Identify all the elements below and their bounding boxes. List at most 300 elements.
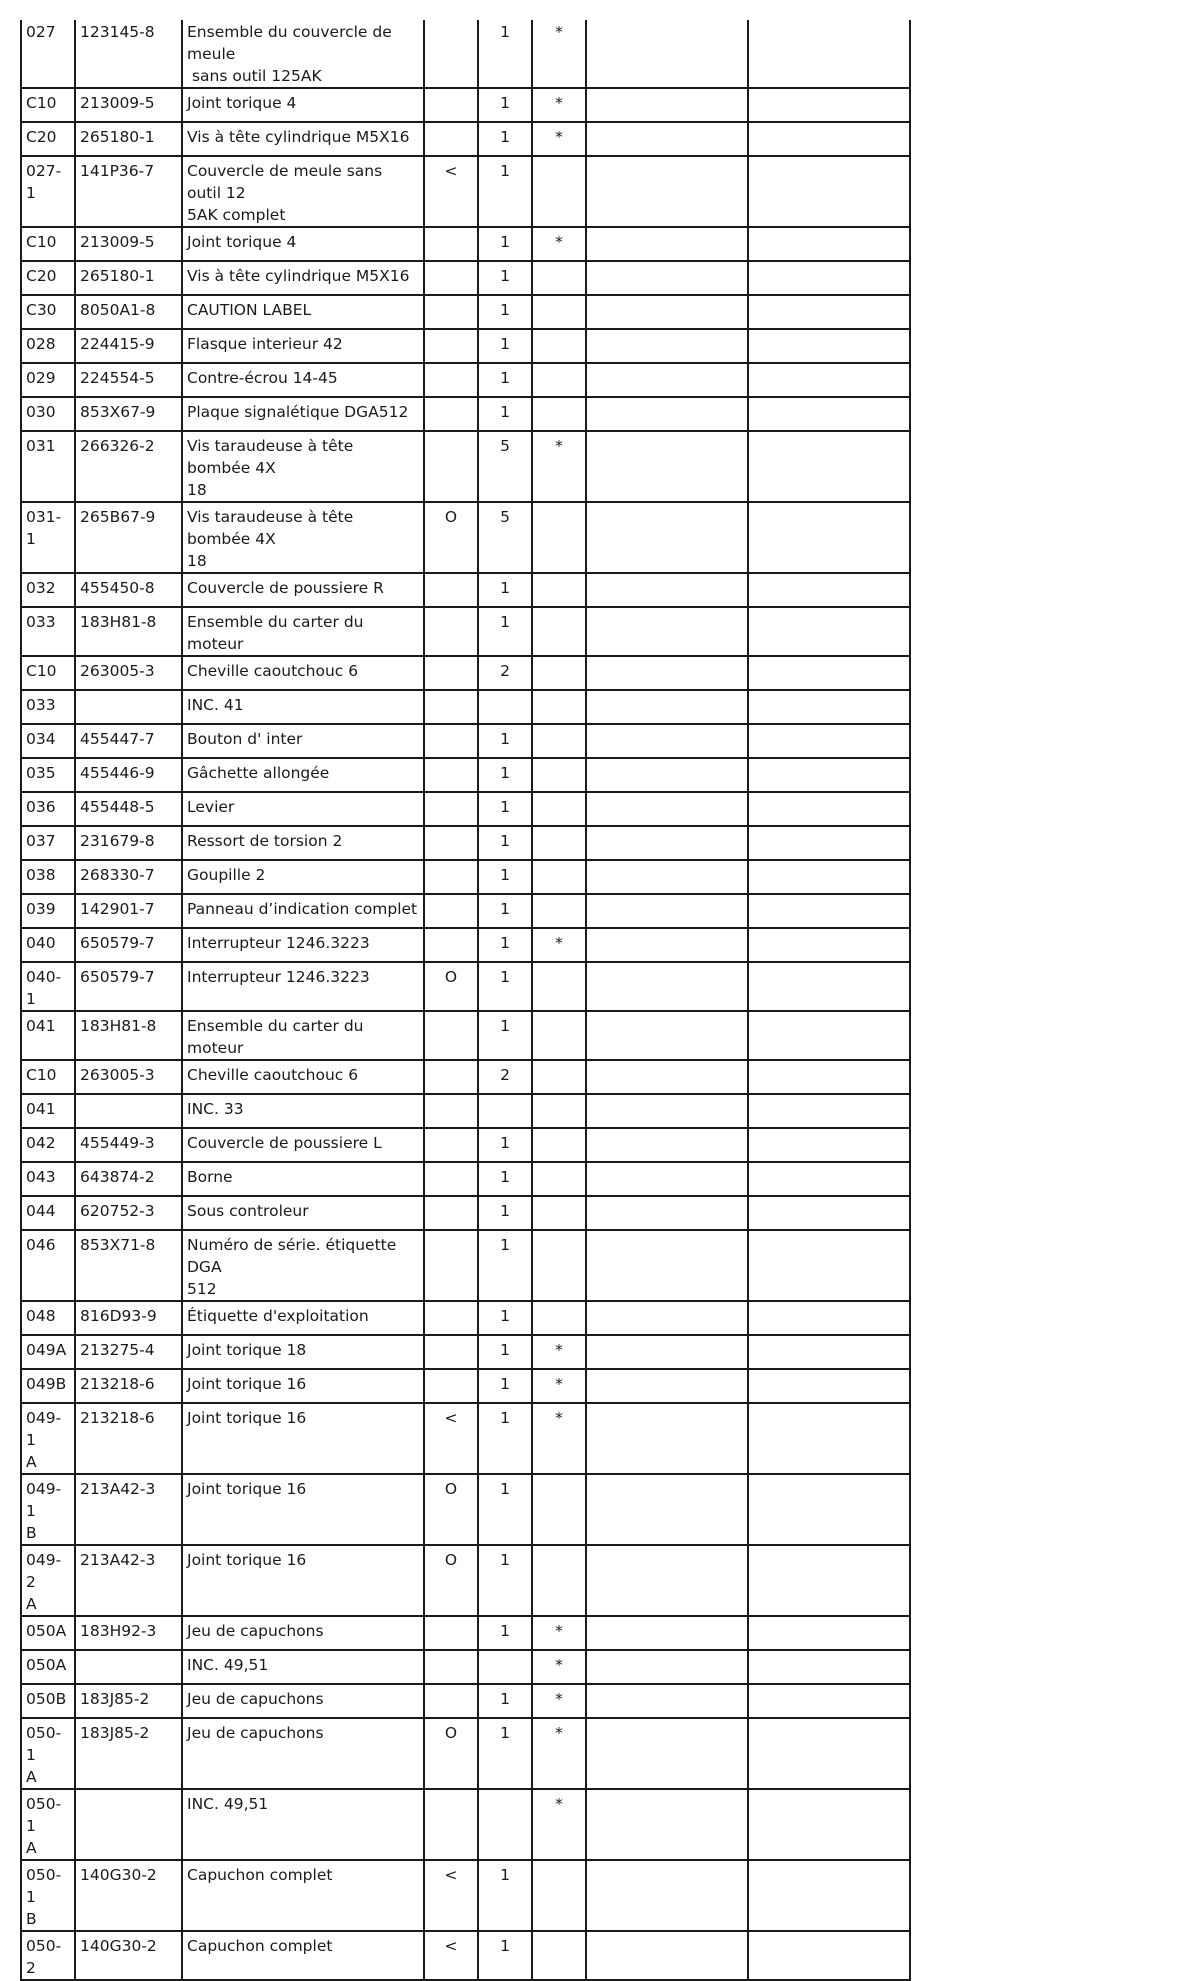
note-mark-cell	[532, 894, 586, 928]
part-number-cell: 213009-5	[75, 88, 182, 122]
extra-col-1-cell	[586, 894, 748, 928]
substitution-mark-cell	[424, 792, 478, 826]
extra-col-1-cell	[586, 261, 748, 295]
part-number-cell: 8050A1-8	[75, 295, 182, 329]
extra-col-2-cell	[748, 1128, 910, 1162]
part-number-cell: 183H92-3	[75, 1616, 182, 1650]
note-mark-cell	[532, 1545, 586, 1616]
description-cell: Levier	[182, 792, 424, 826]
note-mark-cell	[532, 792, 586, 826]
quantity-cell: 1	[478, 1196, 532, 1230]
note-mark-cell: *	[532, 1369, 586, 1403]
item-number-cell: 027-1	[21, 156, 75, 227]
extra-col-2-cell	[748, 1335, 910, 1369]
substitution-mark-cell	[424, 1230, 478, 1301]
extra-col-2-cell	[748, 1650, 910, 1684]
table-row	[21, 1403, 910, 1474]
quantity-cell: 1	[478, 1684, 532, 1718]
extra-col-2-cell	[748, 1060, 910, 1094]
quantity-cell: 1	[478, 1301, 532, 1335]
quantity-cell: 1	[478, 397, 532, 431]
quantity-cell: 1	[478, 894, 532, 928]
quantity-cell: 1	[478, 227, 532, 261]
quantity-cell: 1	[478, 724, 532, 758]
note-mark-cell	[532, 607, 586, 656]
note-mark-cell	[532, 573, 586, 607]
extra-col-1-cell	[586, 1060, 748, 1094]
note-mark-cell: *	[532, 20, 586, 88]
quantity-cell: 1	[478, 1011, 532, 1060]
part-number-cell: 183H81-8	[75, 607, 182, 656]
quantity-cell: 1	[478, 156, 532, 227]
table-row	[21, 1650, 910, 1684]
table-row	[21, 227, 910, 261]
note-mark-cell	[532, 860, 586, 894]
item-number-cell: 050-2	[21, 1931, 75, 1980]
table-row	[21, 122, 910, 156]
extra-col-2-cell	[748, 690, 910, 724]
extra-col-1-cell	[586, 20, 748, 88]
part-number-cell: 213218-6	[75, 1403, 182, 1474]
item-number-cell: 041	[21, 1011, 75, 1060]
note-mark-cell	[532, 690, 586, 724]
note-mark-cell: *	[532, 1403, 586, 1474]
extra-col-2-cell	[748, 1230, 910, 1301]
description-cell: CAUTION LABEL	[182, 295, 424, 329]
description-cell: Interrupteur 1246.3223	[182, 928, 424, 962]
part-number-cell: 142901-7	[75, 894, 182, 928]
part-number-cell: 455447-7	[75, 724, 182, 758]
table-row	[21, 1545, 910, 1616]
part-number-cell	[75, 690, 182, 724]
item-number-cell: C30	[21, 295, 75, 329]
table-row	[21, 962, 910, 1011]
note-mark-cell	[532, 724, 586, 758]
note-mark-cell	[532, 329, 586, 363]
extra-col-2-cell	[748, 227, 910, 261]
table-row	[21, 329, 910, 363]
quantity-cell	[478, 690, 532, 724]
part-number-cell: 853X71-8	[75, 1230, 182, 1301]
note-mark-cell	[532, 1931, 586, 1980]
part-number-cell: 853X67-9	[75, 397, 182, 431]
table-row	[21, 1684, 910, 1718]
extra-col-1-cell	[586, 1196, 748, 1230]
description-cell: Joint torique 16	[182, 1403, 424, 1474]
item-number-cell: 040	[21, 928, 75, 962]
table-row	[21, 1931, 910, 1980]
extra-col-2-cell	[748, 573, 910, 607]
quantity-cell: 1	[478, 1369, 532, 1403]
extra-col-2-cell	[748, 1860, 910, 1931]
extra-col-2-cell	[748, 826, 910, 860]
quantity-cell	[478, 1650, 532, 1684]
extra-col-2-cell	[748, 928, 910, 962]
substitution-mark-cell	[424, 261, 478, 295]
part-number-cell: 268330-7	[75, 860, 182, 894]
item-number-cell: 036	[21, 792, 75, 826]
extra-col-1-cell	[586, 156, 748, 227]
part-number-cell: 141P36-7	[75, 156, 182, 227]
extra-col-2-cell	[748, 88, 910, 122]
item-number-cell: C10	[21, 88, 75, 122]
part-number-cell	[75, 1650, 182, 1684]
substitution-mark-cell: <	[424, 1931, 478, 1980]
part-number-cell: 224554-5	[75, 363, 182, 397]
substitution-mark-cell	[424, 329, 478, 363]
item-number-cell: 048	[21, 1301, 75, 1335]
table-row	[21, 573, 910, 607]
description-cell: Capuchon complet	[182, 1931, 424, 1980]
note-mark-cell: *	[532, 1650, 586, 1684]
extra-col-2-cell	[748, 363, 910, 397]
part-number-cell	[75, 1789, 182, 1860]
description-cell: Plaque signalétique DGA512	[182, 397, 424, 431]
note-mark-cell	[532, 1230, 586, 1301]
table-row	[21, 724, 910, 758]
table-row	[21, 1196, 910, 1230]
note-mark-cell	[532, 502, 586, 573]
extra-col-2-cell	[748, 1718, 910, 1789]
substitution-mark-cell	[424, 1128, 478, 1162]
table-row	[21, 1335, 910, 1369]
item-number-cell: 049-1 B	[21, 1474, 75, 1545]
quantity-cell: 1	[478, 1162, 532, 1196]
extra-col-2-cell	[748, 1094, 910, 1128]
substitution-mark-cell: O	[424, 1718, 478, 1789]
extra-col-1-cell	[586, 88, 748, 122]
description-cell: Couvercle de poussiere L	[182, 1128, 424, 1162]
description-cell: Couvercle de poussiere R	[182, 573, 424, 607]
table-row	[21, 792, 910, 826]
substitution-mark-cell	[424, 295, 478, 329]
part-number-cell: 265B67-9	[75, 502, 182, 573]
part-number-cell: 183J85-2	[75, 1684, 182, 1718]
table-row	[21, 826, 910, 860]
item-number-cell: 050-1 B	[21, 1860, 75, 1931]
extra-col-2-cell	[748, 1403, 910, 1474]
note-mark-cell	[532, 1128, 586, 1162]
description-cell: Borne	[182, 1162, 424, 1196]
description-cell: Capuchon complet	[182, 1860, 424, 1931]
quantity-cell: 1	[478, 573, 532, 607]
extra-col-2-cell	[748, 397, 910, 431]
part-number-cell: 183H81-8	[75, 1011, 182, 1060]
substitution-mark-cell	[424, 20, 478, 88]
note-mark-cell	[532, 1474, 586, 1545]
description-cell: Joint torique 16	[182, 1474, 424, 1545]
substitution-mark-cell	[424, 573, 478, 607]
note-mark-cell	[532, 1060, 586, 1094]
extra-col-1-cell	[586, 1403, 748, 1474]
item-number-cell: 030	[21, 397, 75, 431]
description-cell: Ressort de torsion 2	[182, 826, 424, 860]
part-number-cell: 213275-4	[75, 1335, 182, 1369]
description-cell: Contre-écrou 14-45	[182, 363, 424, 397]
description-cell: Joint torique 16	[182, 1545, 424, 1616]
note-mark-cell	[532, 363, 586, 397]
substitution-mark-cell	[424, 1789, 478, 1860]
extra-col-1-cell	[586, 295, 748, 329]
table-row	[21, 261, 910, 295]
table-row	[21, 397, 910, 431]
extra-col-2-cell	[748, 758, 910, 792]
item-number-cell: 031	[21, 431, 75, 502]
item-number-cell: 031-1	[21, 502, 75, 573]
parts-table-body	[21, 20, 910, 1980]
extra-col-1-cell	[586, 397, 748, 431]
part-number-cell: 140G30-2	[75, 1931, 182, 1980]
extra-col-2-cell	[748, 156, 910, 227]
extra-col-1-cell	[586, 826, 748, 860]
quantity-cell: 1	[478, 261, 532, 295]
item-number-cell: 029	[21, 363, 75, 397]
extra-col-1-cell	[586, 502, 748, 573]
table-row	[21, 758, 910, 792]
item-number-cell: 041	[21, 1094, 75, 1128]
item-number-cell: 043	[21, 1162, 75, 1196]
note-mark-cell	[532, 758, 586, 792]
part-number-cell: 183J85-2	[75, 1718, 182, 1789]
note-mark-cell: *	[532, 1335, 586, 1369]
part-number-cell	[75, 1094, 182, 1128]
extra-col-1-cell	[586, 1094, 748, 1128]
note-mark-cell: *	[532, 1684, 586, 1718]
note-mark-cell: *	[532, 122, 586, 156]
description-cell: Jeu de capuchons	[182, 1616, 424, 1650]
part-number-cell: 643874-2	[75, 1162, 182, 1196]
part-number-cell: 455448-5	[75, 792, 182, 826]
description-cell: Vis à tête cylindrique M5X16	[182, 261, 424, 295]
part-number-cell: 140G30-2	[75, 1860, 182, 1931]
substitution-mark-cell: O	[424, 962, 478, 1011]
extra-col-1-cell	[586, 329, 748, 363]
extra-col-2-cell	[748, 295, 910, 329]
quantity-cell: 1	[478, 607, 532, 656]
extra-col-2-cell	[748, 1474, 910, 1545]
table-row	[21, 88, 910, 122]
item-number-cell: C20	[21, 261, 75, 295]
item-number-cell: 033	[21, 690, 75, 724]
part-number-cell: 123145-8	[75, 20, 182, 88]
quantity-cell: 1	[478, 1230, 532, 1301]
quantity-cell: 1	[478, 1718, 532, 1789]
quantity-cell: 1	[478, 1128, 532, 1162]
extra-col-1-cell	[586, 962, 748, 1011]
part-number-cell: 213A42-3	[75, 1474, 182, 1545]
extra-col-2-cell	[748, 1011, 910, 1060]
extra-col-1-cell	[586, 1684, 748, 1718]
substitution-mark-cell	[424, 826, 478, 860]
item-number-cell: 050A	[21, 1650, 75, 1684]
extra-col-2-cell	[748, 1789, 910, 1860]
table-row	[21, 1789, 910, 1860]
table-row	[21, 1011, 910, 1060]
description-cell: Ensemble du carter du moteur	[182, 1011, 424, 1060]
item-number-cell: 037	[21, 826, 75, 860]
substitution-mark-cell	[424, 1060, 478, 1094]
extra-col-1-cell	[586, 860, 748, 894]
note-mark-cell	[532, 1011, 586, 1060]
extra-col-1-cell	[586, 1301, 748, 1335]
item-number-cell: 050-1 A	[21, 1718, 75, 1789]
note-mark-cell: *	[532, 431, 586, 502]
substitution-mark-cell	[424, 928, 478, 962]
description-cell: Vis taraudeuse à tête bombée 4X 18	[182, 502, 424, 573]
table-row	[21, 431, 910, 502]
part-number-cell: 213009-5	[75, 227, 182, 261]
table-row	[21, 156, 910, 227]
quantity-cell: 1	[478, 1545, 532, 1616]
note-mark-cell: *	[532, 88, 586, 122]
table-row	[21, 928, 910, 962]
description-cell: Joint torique 18	[182, 1335, 424, 1369]
description-cell: Joint torique 4	[182, 227, 424, 261]
substitution-mark-cell	[424, 1335, 478, 1369]
table-row	[21, 690, 910, 724]
quantity-cell: 5	[478, 502, 532, 573]
note-mark-cell	[532, 826, 586, 860]
part-number-cell: 816D93-9	[75, 1301, 182, 1335]
extra-col-2-cell	[748, 607, 910, 656]
description-cell: Cheville caoutchouc 6	[182, 1060, 424, 1094]
note-mark-cell	[532, 261, 586, 295]
substitution-mark-cell	[424, 227, 478, 261]
substitution-mark-cell	[424, 1196, 478, 1230]
parts-table	[20, 20, 911, 1981]
description-cell: Ensemble du carter du moteur	[182, 607, 424, 656]
description-cell: Goupille 2	[182, 860, 424, 894]
note-mark-cell	[532, 962, 586, 1011]
table-row	[21, 1474, 910, 1545]
extra-col-2-cell	[748, 1196, 910, 1230]
table-row	[21, 295, 910, 329]
description-cell: Bouton d' inter	[182, 724, 424, 758]
extra-col-1-cell	[586, 227, 748, 261]
extra-col-2-cell	[748, 724, 910, 758]
part-number-cell: 455450-8	[75, 573, 182, 607]
extra-col-1-cell	[586, 724, 748, 758]
description-cell: Joint torique 4	[182, 88, 424, 122]
quantity-cell: 1	[478, 363, 532, 397]
item-number-cell: C10	[21, 656, 75, 690]
description-cell: Numéro de série. étiquette DGA 512	[182, 1230, 424, 1301]
table-row	[21, 1060, 910, 1094]
note-mark-cell: *	[532, 227, 586, 261]
note-mark-cell	[532, 397, 586, 431]
item-number-cell: 050A	[21, 1616, 75, 1650]
note-mark-cell: *	[532, 1616, 586, 1650]
description-cell: INC. 49,51	[182, 1650, 424, 1684]
extra-col-1-cell	[586, 1230, 748, 1301]
table-row	[21, 1369, 910, 1403]
quantity-cell: 1	[478, 792, 532, 826]
extra-col-1-cell	[586, 1474, 748, 1545]
extra-col-1-cell	[586, 122, 748, 156]
part-number-cell: 263005-3	[75, 656, 182, 690]
extra-col-2-cell	[748, 431, 910, 502]
substitution-mark-cell	[424, 1011, 478, 1060]
quantity-cell: 5	[478, 431, 532, 502]
part-number-cell: 213A42-3	[75, 1545, 182, 1616]
table-row	[21, 656, 910, 690]
extra-col-2-cell	[748, 1545, 910, 1616]
quantity-cell: 1	[478, 1403, 532, 1474]
extra-col-2-cell	[748, 894, 910, 928]
note-mark-cell: *	[532, 928, 586, 962]
table-row	[21, 1128, 910, 1162]
item-number-cell: C20	[21, 122, 75, 156]
quantity-cell: 1	[478, 20, 532, 88]
extra-col-2-cell	[748, 962, 910, 1011]
substitution-mark-cell	[424, 397, 478, 431]
item-number-cell: 042	[21, 1128, 75, 1162]
quantity-cell: 1	[478, 928, 532, 962]
substitution-mark-cell	[424, 656, 478, 690]
description-cell: Cheville caoutchouc 6	[182, 656, 424, 690]
substitution-mark-cell	[424, 122, 478, 156]
extra-col-2-cell	[748, 1162, 910, 1196]
table-row	[21, 1616, 910, 1650]
quantity-cell: 1	[478, 1860, 532, 1931]
quantity-cell: 1	[478, 962, 532, 1011]
description-cell: INC. 49,51	[182, 1789, 424, 1860]
item-number-cell: 033	[21, 607, 75, 656]
substitution-mark-cell	[424, 724, 478, 758]
part-number-cell: 263005-3	[75, 1060, 182, 1094]
table-row	[21, 1094, 910, 1128]
substitution-mark-cell	[424, 1369, 478, 1403]
note-mark-cell: *	[532, 1718, 586, 1789]
quantity-cell: 1	[478, 1616, 532, 1650]
part-number-cell: 650579-7	[75, 962, 182, 1011]
substitution-mark-cell	[424, 363, 478, 397]
part-number-cell: 620752-3	[75, 1196, 182, 1230]
item-number-cell: 049A	[21, 1335, 75, 1369]
quantity-cell: 1	[478, 88, 532, 122]
substitution-mark-cell	[424, 88, 478, 122]
description-cell: Jeu de capuchons	[182, 1718, 424, 1789]
note-mark-cell	[532, 1860, 586, 1931]
extra-col-1-cell	[586, 1650, 748, 1684]
substitution-mark-cell	[424, 860, 478, 894]
substitution-mark-cell: <	[424, 156, 478, 227]
part-number-cell: 265180-1	[75, 122, 182, 156]
extra-col-1-cell	[586, 656, 748, 690]
table-row	[21, 1301, 910, 1335]
extra-col-2-cell	[748, 860, 910, 894]
extra-col-2-cell	[748, 1684, 910, 1718]
extra-col-2-cell	[748, 1301, 910, 1335]
note-mark-cell	[532, 1301, 586, 1335]
substitution-mark-cell	[424, 758, 478, 792]
item-number-cell: C10	[21, 227, 75, 261]
quantity-cell	[478, 1094, 532, 1128]
extra-col-1-cell	[586, 1011, 748, 1060]
description-cell: Joint torique 16	[182, 1369, 424, 1403]
item-number-cell: 027	[21, 20, 75, 88]
quantity-cell: 1	[478, 295, 532, 329]
item-number-cell: 046	[21, 1230, 75, 1301]
item-number-cell: 038	[21, 860, 75, 894]
extra-col-1-cell	[586, 1931, 748, 1980]
substitution-mark-cell	[424, 1616, 478, 1650]
extra-col-1-cell	[586, 607, 748, 656]
table-row	[21, 363, 910, 397]
extra-col-1-cell	[586, 1162, 748, 1196]
item-number-cell: 049-2 A	[21, 1545, 75, 1616]
item-number-cell: 028	[21, 329, 75, 363]
